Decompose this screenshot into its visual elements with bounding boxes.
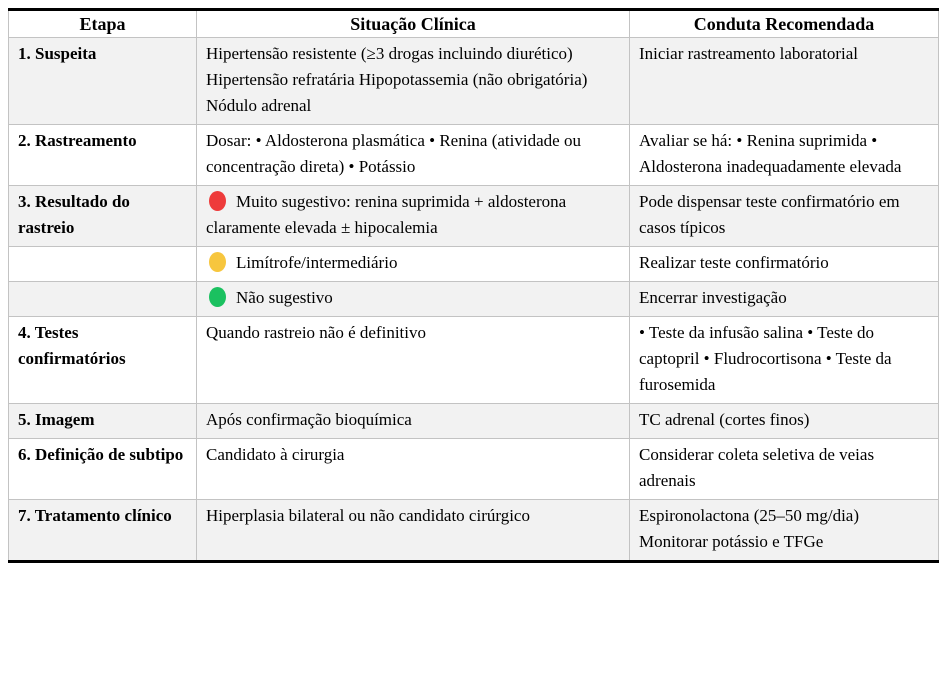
situacao-cell — [197, 186, 630, 247]
green-dot-icon — [209, 287, 226, 307]
table-row — [9, 282, 939, 317]
situacao-text: Muito sugestivo: renina suprimida + aldosterona claramente elevada ± hipocalemia — [206, 192, 567, 237]
situacao-cell: Hipertensão resistente (≥3 drogas incluindo diurético) Hipertensão refratária Hipopotassemia (não obrigatória) Nódulo adrenal — [197, 38, 630, 125]
conduta-cell: Avaliar se há: • Renina suprimida • Aldosterona inadequadamente elevada — [630, 125, 939, 186]
etapa-cell: 3. Resultado do rastreio — [9, 186, 197, 247]
table-row — [9, 125, 939, 186]
table-row — [9, 439, 939, 500]
conduta-cell: Encerrar investigação — [630, 282, 939, 317]
conduta-cell: Considerar coleta seletiva de veias adrenais — [630, 439, 939, 500]
conduta-cell: Espironolactona (25–50 mg/dia) Monitorar potássio e TFGe — [630, 500, 939, 562]
protocol-table — [8, 8, 939, 563]
situacao-cell: Após confirmação bioquímica — [197, 404, 630, 439]
etapa-cell: 6. Definição de subtipo — [9, 439, 197, 500]
yellow-dot-icon — [209, 252, 226, 272]
situacao-cell — [197, 247, 630, 282]
etapa-cell — [9, 282, 197, 317]
column-header-etapa: Etapa — [9, 10, 197, 38]
table-row — [9, 247, 939, 282]
column-header-conduta-recomendada: Conduta Recomendada — [630, 10, 939, 38]
etapa-cell: 1. Suspeita — [9, 38, 197, 125]
etapa-cell: 2. Rastreamento — [9, 125, 197, 186]
table-row — [9, 38, 939, 125]
red-dot-icon — [209, 191, 226, 211]
table-row — [9, 317, 939, 404]
situacao-cell — [197, 282, 630, 317]
table-row — [9, 500, 939, 562]
conduta-cell: Realizar teste confirmatório — [630, 247, 939, 282]
situacao-cell: Hiperplasia bilateral ou não candidato cirúrgico — [197, 500, 630, 562]
conduta-cell: TC adrenal (cortes finos) — [630, 404, 939, 439]
table-row — [9, 186, 939, 247]
table-header-row — [9, 10, 939, 38]
situacao-cell: Dosar: • Aldosterona plasmática • Renina (atividade ou concentração direta) • Potássio — [197, 125, 630, 186]
etapa-cell: 4. Testes confirmatórios — [9, 317, 197, 404]
conduta-cell: • Teste da infusão salina • Teste do captopril • Fludrocortisona • Teste da furosemida — [630, 317, 939, 404]
conduta-cell: Iniciar rastreamento laboratorial — [630, 38, 939, 125]
etapa-cell: 5. Imagem — [9, 404, 197, 439]
situacao-text: Não sugestivo — [236, 288, 333, 307]
etapa-cell: 7. Tratamento clínico — [9, 500, 197, 562]
situacao-cell: Candidato à cirurgia — [197, 439, 630, 500]
table-row — [9, 404, 939, 439]
table-body — [9, 38, 939, 562]
conduta-cell: Pode dispensar teste confirmatório em casos típicos — [630, 186, 939, 247]
etapa-cell — [9, 247, 197, 282]
situacao-text: Limítrofe/intermediário — [236, 253, 398, 272]
column-header-situacao-clinica: Situação Clínica — [197, 10, 630, 38]
situacao-cell: Quando rastreio não é definitivo — [197, 317, 630, 404]
